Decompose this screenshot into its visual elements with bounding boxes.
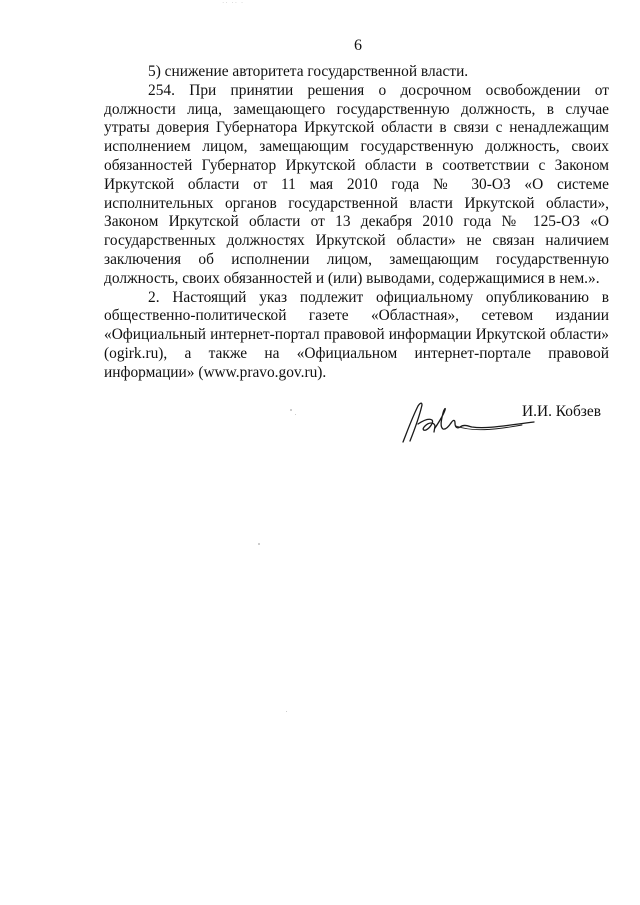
scan-speck bbox=[258, 543, 260, 545]
scan-speck bbox=[286, 711, 287, 712]
paragraph-item-5: 5) снижение авторитета государственной власти. bbox=[148, 63, 469, 80]
page-number: 6 bbox=[354, 37, 362, 54]
scan-speck bbox=[295, 414, 296, 415]
signer-name: И.И. Кобзев bbox=[522, 403, 601, 420]
scan-speck bbox=[290, 409, 292, 411]
document-body bbox=[104, 63, 609, 383]
paragraph-254: 254. При принятии решения о досрочном освобождении от должности лица, замещающего государственную должность, в случае утраты доверия Губернатора Иркутской области в связи с ненадлежащим исполнением лицом, замещающим государственную должность, своих обязанностей Губернатор Иркутской области в соответствии с Законом Иркутской области от 11 мая 2010 года № 30-ОЗ «О системе исполнительных органов государственной власти Иркутской области», Законом Иркутской области от 13 декабря 2010 года № 125-ОЗ «О государственных должностях Иркутской области» не связан наличием заключения об исполнении лицом, замещающим государственную должность, своих обязанностей и (или) выводами, содержащимися в нем.». bbox=[104, 81, 609, 287]
paragraph-publication: 2. Настоящий указ подлежит официальному опубликованию в общественно-политической газете «Областная», сетевом издании «Официальный интернет-портал правовой информации Иркутской области» (ogirk.ru), а также на «Официальном интернет-портале правовой информации» (www.pravo.gov.ru). bbox=[104, 288, 609, 381]
scan-artifact: ·· ·· · bbox=[222, 0, 245, 6]
handwritten-signature bbox=[398, 396, 538, 446]
